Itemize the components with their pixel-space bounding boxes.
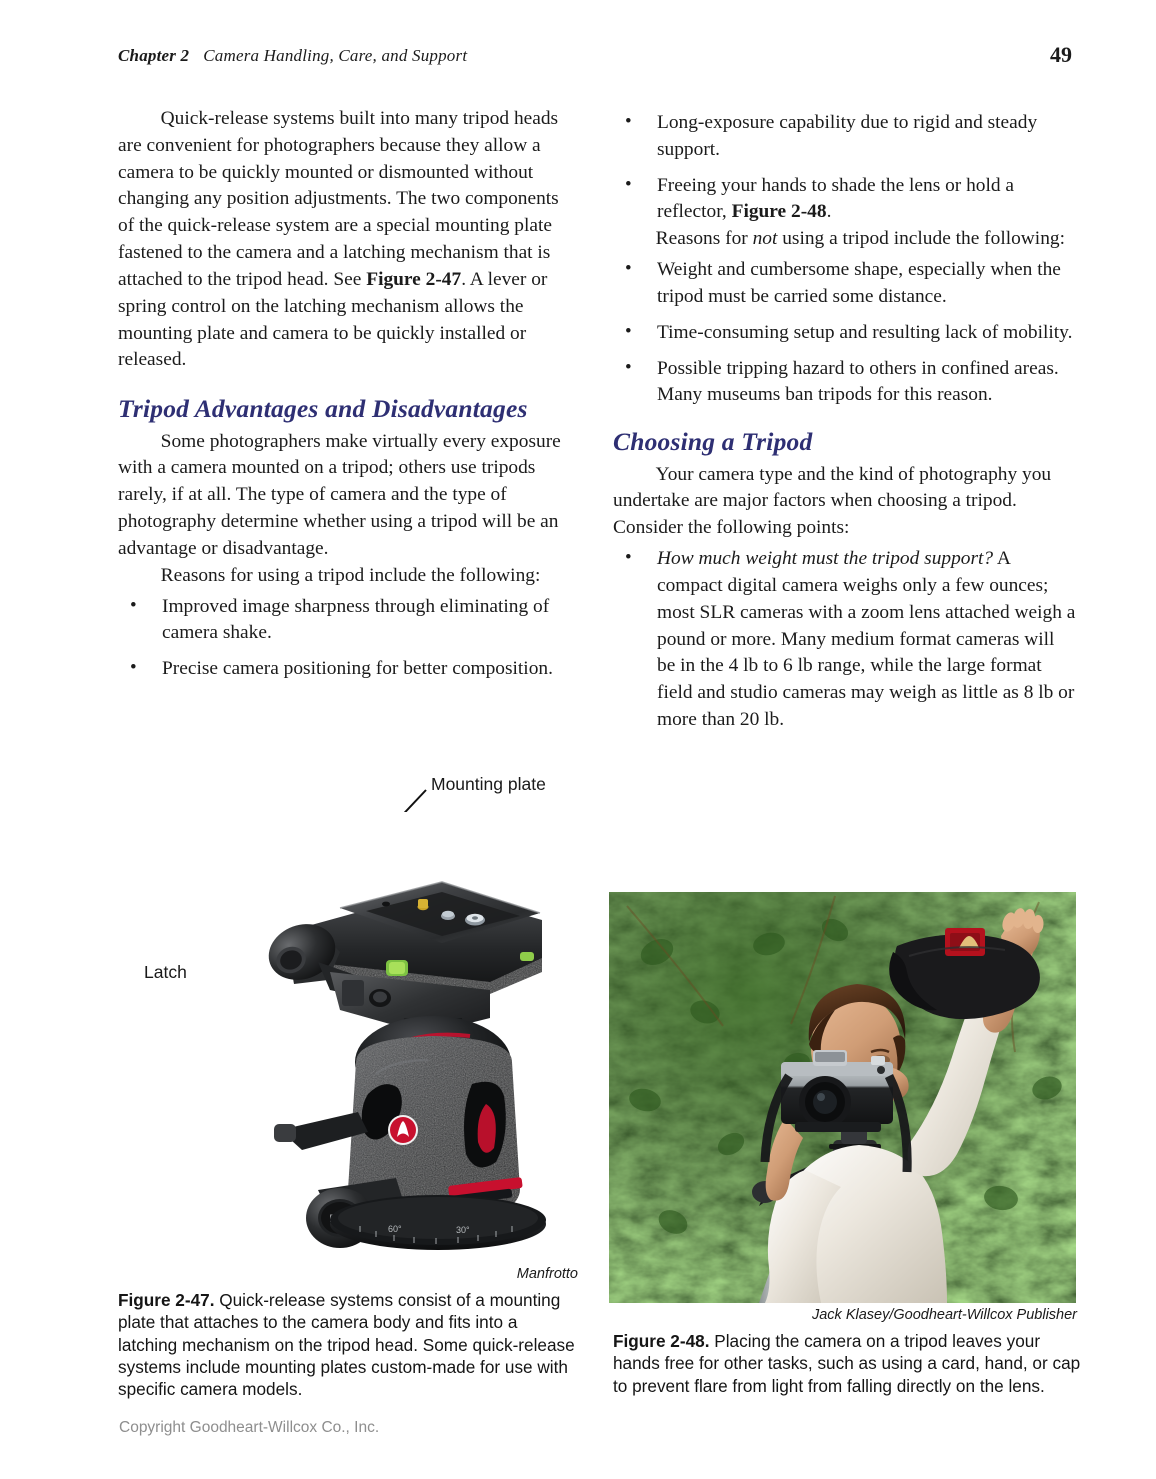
figure-2-47-caption-text: Quick-release systems consist of a mounting plate that attaches to the camera body and fits into a latching mechanism on the tripod head. Some quick-release systems include mounting plates custom-made for use with specific camera models. bbox=[118, 1290, 575, 1400]
list-item bbox=[613, 110, 1077, 164]
list-item-label: A compact digital camera weighs only a few ounces; most SLR cameras with a zoom lens attached weigh a pound or more. Many medium format cameras will be in the 4 lb to 6 lb range, while the large format field and studio cameras may weigh as little as 8 lb or more than 20 lb. bbox=[657, 548, 1076, 731]
paragraph-reasons-for-using: Reasons for using a tripod include the following: bbox=[160, 564, 541, 586]
paragraph-not-using-part2: using a tripod include the following: bbox=[777, 228, 1065, 250]
figure-2-47-caption bbox=[118, 1289, 580, 1401]
list-item-label: Possible tripping hazard to others in confined areas. Many museums ban tripods for this reason. bbox=[657, 357, 1059, 406]
list-item-label: Weight and cumbersome shape, especially when the tripod must be carried some distance. bbox=[657, 259, 1061, 307]
list-item-label-tail: . bbox=[826, 201, 832, 223]
list-item bbox=[613, 546, 1077, 734]
figure-2-47-credit: Manfrotto bbox=[516, 1266, 578, 1282]
tripod-ball-head-photo bbox=[190, 812, 562, 1262]
right-column bbox=[613, 106, 1077, 734]
list-item bbox=[118, 656, 575, 683]
bullet-icon: • bbox=[625, 111, 632, 133]
list-item-label: Long-exposure capability due to rigid and steady support. bbox=[657, 112, 1038, 160]
list-item bbox=[613, 356, 1077, 410]
heading-choosing-a-tripod: Choosing a Tripod bbox=[613, 427, 813, 457]
figure-2-48-caption-text: Placing the camera on a tripod leaves your hands free for other tasks, such as using a card, hand, or cap to prevent flare from light from falling directly on the lens. bbox=[613, 1331, 1081, 1396]
photographer-with-tripod-image bbox=[609, 892, 1076, 1303]
base-scale-group bbox=[330, 1195, 546, 1250]
paragraph-reasons-for-not-using bbox=[613, 226, 1077, 253]
bullet-icon: • bbox=[625, 547, 632, 569]
callout-label-mounting-plate: Mounting plate bbox=[431, 774, 546, 794]
left-column bbox=[118, 106, 575, 683]
list-item-label: Precise camera positioning for better composition. bbox=[162, 658, 553, 680]
list-disadvantages bbox=[613, 257, 1077, 409]
callout-label-latch: Latch bbox=[144, 962, 187, 982]
paragraph-not-using-part1: Reasons for bbox=[655, 228, 753, 250]
paragraph-your-camera-type: Your camera type and the kind of photography you undertake are major factors when choosing a tripod. Consider the following points: bbox=[613, 463, 1052, 539]
running-head-chapter: Chapter 2 bbox=[118, 46, 190, 65]
figure-2-47 bbox=[118, 762, 578, 1282]
paragraph-quick-release bbox=[118, 106, 575, 374]
bullet-icon: • bbox=[625, 356, 632, 378]
paragraph-some-photographers: Some photographers make virtually every exposure with a camera mounted on a tripod; others use tripods rarely, if at all. The type of camera and the type of photography determine whether using a tripod will be an advantage or disadvantage. bbox=[118, 430, 561, 559]
figure-2-48-credit: Jack Klasey/Goodheart-Willcox Publisher bbox=[811, 1307, 1077, 1323]
bullet-icon: • bbox=[130, 594, 137, 616]
list-item-label: Freeing your hands to shade the lens or hold a reflector, bbox=[657, 174, 1015, 223]
figure-2-48-caption bbox=[613, 1330, 1083, 1397]
list-item bbox=[613, 173, 1077, 227]
footer-copyright: Copyright Goodheart-Willcox Co., Inc. bbox=[119, 1419, 380, 1436]
heading-tripod-advantages: Tripod Advantages and Disadvantages bbox=[118, 394, 528, 424]
figure-reference-2-47: Figure 2-47 bbox=[366, 268, 462, 290]
list-item bbox=[118, 594, 575, 648]
svg-text:30°: 30° bbox=[456, 1225, 470, 1235]
figure-2-48-photo bbox=[609, 892, 1076, 1303]
bullet-icon: • bbox=[625, 173, 632, 195]
list-item bbox=[613, 257, 1077, 311]
list-item-label: Time-consuming setup and resulting lack of mobility. bbox=[657, 321, 1073, 343]
list-choosing-points bbox=[613, 546, 1077, 734]
figure-2-48-caption-number: Figure 2-48. bbox=[613, 1331, 710, 1351]
figure-2-47-caption-number: Figure 2-47. bbox=[118, 1290, 215, 1310]
paragraph-quick-release-part1: Quick-release systems built into many tripod heads are convenient for photographers because they allow a camera to be quickly mounted or dismounted without changing any position adjustments. The two components of the quick-release system are a special mounting plate fastened to the camera and a latching mechanism that is attached to the tripod head. See bbox=[118, 108, 559, 290]
bullet-icon: • bbox=[625, 320, 632, 342]
paragraph-quick-release-part2: . A lever or spring control on the latching mechanism allows the mounting plate and camera to be quickly installed or released. bbox=[118, 268, 548, 371]
figure-reference-2-48: Figure 2-48 bbox=[731, 201, 827, 223]
list-item bbox=[613, 320, 1077, 347]
running-head-title: Camera Handling, Care, and Support bbox=[203, 46, 468, 65]
list-item-question: How much weight must the tripod support? bbox=[657, 548, 994, 570]
list-item-label: Improved image sharpness through eliminating of camera shake. bbox=[162, 595, 550, 644]
running-head bbox=[118, 46, 467, 66]
list-advantages-right bbox=[613, 110, 1077, 226]
page-number: 49 bbox=[1050, 42, 1072, 67]
svg-text:60°: 60° bbox=[388, 1224, 402, 1234]
bullet-icon: • bbox=[130, 657, 137, 679]
list-advantages-left bbox=[118, 594, 575, 683]
bullet-icon: • bbox=[625, 258, 632, 280]
emphasis-not: not bbox=[752, 228, 778, 250]
